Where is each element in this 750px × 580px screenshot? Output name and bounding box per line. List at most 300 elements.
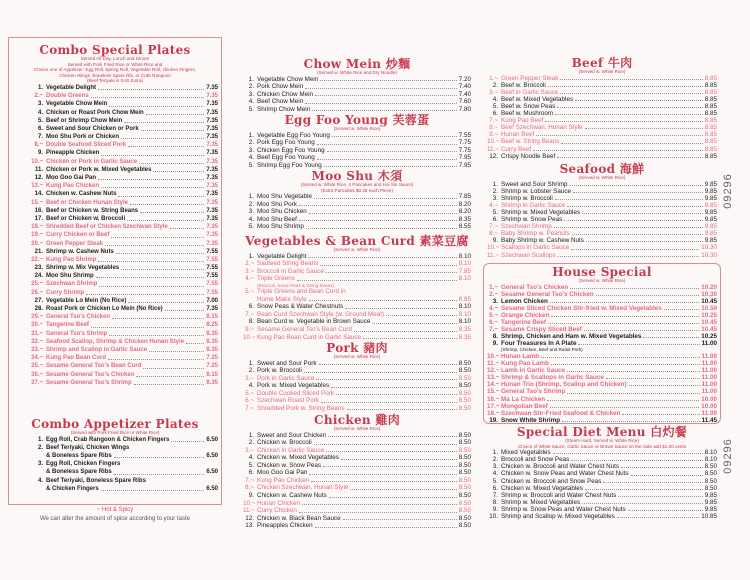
item-price: 7.40 bbox=[458, 90, 471, 98]
dot-leader bbox=[105, 245, 204, 246]
item-price: 10.20 bbox=[701, 283, 717, 291]
dot-leader bbox=[550, 407, 699, 408]
item-name: Chicken Szechwan, Hunan Style bbox=[257, 484, 349, 492]
dot-leader bbox=[321, 402, 457, 403]
item-price: 7.35 bbox=[206, 142, 218, 149]
item-price: 7.35 bbox=[206, 166, 218, 173]
dot-leader bbox=[308, 257, 456, 258]
menu-item bbox=[12, 182, 218, 190]
menu-item bbox=[12, 280, 218, 288]
menu-item bbox=[487, 367, 717, 374]
item-price: 7.85 bbox=[458, 267, 471, 275]
item-name: Bean Curd w. Vegetable in Brown Sauce bbox=[257, 318, 371, 326]
item-number: 4. bbox=[37, 477, 43, 484]
item-price: 9.85 bbox=[704, 216, 717, 224]
item-number: 9. bbox=[492, 340, 498, 348]
side-code-top: 09296 bbox=[722, 173, 735, 209]
item-name: Sesame General Tso's Shrimp bbox=[46, 379, 132, 386]
dot-leader bbox=[130, 204, 204, 205]
item-number: 6. bbox=[492, 484, 498, 492]
item-name: Moo Shu Chicken bbox=[257, 208, 307, 216]
item-name: Beef Szechwan, Hunan Style bbox=[501, 124, 583, 132]
dot-leader bbox=[324, 166, 457, 167]
item-number: 10.~ bbox=[31, 158, 43, 165]
menu-item bbox=[487, 89, 717, 96]
menu-item bbox=[487, 298, 717, 305]
dot-leader bbox=[98, 179, 204, 180]
item-number: 11.~ bbox=[487, 251, 499, 259]
item-number: 1. bbox=[248, 359, 254, 367]
menu-item bbox=[487, 485, 717, 492]
item-name: Green Pepper Steak bbox=[46, 240, 104, 247]
item-name: Szechwan Scallops bbox=[501, 251, 556, 259]
item-number: 18.~ bbox=[487, 409, 500, 417]
item-name: Orange Chicken bbox=[501, 311, 550, 319]
dot-leader bbox=[314, 198, 457, 199]
item-number: 13. bbox=[245, 522, 254, 530]
item-price: 8.85 bbox=[704, 110, 717, 118]
item-number: 5. bbox=[248, 223, 254, 231]
dot-leader bbox=[96, 277, 205, 278]
menu-item bbox=[243, 223, 471, 231]
item-price: 7.55 bbox=[206, 248, 218, 255]
item-price: 8.50 bbox=[458, 374, 471, 382]
menu-item bbox=[12, 297, 218, 305]
item-name: Chicken or Roast Pork Chow Mein bbox=[46, 109, 144, 116]
dot-leader bbox=[305, 88, 457, 89]
dot-leader bbox=[622, 414, 699, 415]
item-price: 7.85 bbox=[458, 193, 471, 201]
dot-leader bbox=[567, 371, 700, 372]
section-subtitle: Served with Pork Fried Rice or White Rice and bbox=[67, 61, 163, 67]
menu-item bbox=[12, 321, 218, 329]
item-name: Vegetable Egg Foo Young bbox=[257, 131, 330, 139]
item-price: 7.35 bbox=[206, 158, 218, 165]
item-number: 4. bbox=[248, 98, 254, 106]
item-name: Shrimp Egg Foo Young bbox=[257, 161, 322, 169]
item-number: 8. bbox=[248, 318, 254, 326]
item-price: 10.50 bbox=[701, 304, 717, 312]
item-number: 16.~ bbox=[487, 395, 500, 403]
dot-leader bbox=[347, 409, 457, 410]
menu-item bbox=[487, 110, 717, 117]
dot-leader bbox=[116, 253, 205, 254]
item-number: 6. bbox=[248, 469, 254, 477]
item-number: 1. bbox=[492, 449, 498, 457]
dot-leader bbox=[112, 318, 204, 319]
dot-leader bbox=[136, 376, 204, 377]
special-diet-section bbox=[487, 426, 717, 520]
moo-shu-section bbox=[243, 170, 471, 231]
item-price: 8.50 bbox=[704, 470, 717, 478]
item-name: Beef w. Mushroom bbox=[501, 110, 554, 118]
dot-leader bbox=[562, 421, 699, 422]
menu-item bbox=[243, 76, 471, 84]
item-number: 9.~ bbox=[489, 131, 498, 139]
item-name: Beef or Chicken w. Broccoli bbox=[46, 215, 126, 222]
item-number: 8. bbox=[492, 333, 498, 341]
menu-item bbox=[487, 340, 717, 347]
dot-leader bbox=[555, 199, 703, 200]
menu-item bbox=[487, 478, 717, 485]
dot-leader bbox=[101, 490, 205, 491]
section-title: Special Diet Menu 白灼餐 bbox=[516, 425, 688, 439]
menu-item bbox=[487, 396, 717, 403]
item-number: 12. bbox=[34, 175, 43, 182]
section-subtitle: (Served w. White Rice) bbox=[333, 426, 381, 431]
item-name: Shrimp w. Lobster Sauce bbox=[501, 187, 572, 195]
item-name: General Tso's Chicken bbox=[501, 283, 569, 291]
item-name: Chicken w. Mixed Vegetables bbox=[501, 484, 583, 492]
item-price: 6.50 bbox=[206, 452, 218, 459]
item-name: Beef Egg Foo Young bbox=[257, 154, 315, 162]
dot-leader bbox=[567, 393, 699, 394]
egg-foo-young-section bbox=[243, 114, 471, 169]
item-name: Tangerine Beef bbox=[501, 319, 547, 327]
menu-item bbox=[487, 75, 717, 82]
item-name: Egg Roll, Chicken Fingers bbox=[46, 461, 121, 468]
section-subtitle: (Served with Pork Fried Rice or White Rice) bbox=[70, 430, 160, 435]
item-price: 8.50 bbox=[458, 491, 471, 499]
menu-item bbox=[12, 133, 218, 141]
menu-item bbox=[243, 447, 471, 455]
menu-item bbox=[12, 346, 218, 354]
item-price: 7.35 bbox=[206, 109, 218, 116]
item-name: Vegetable Lo Mein (No Rice) bbox=[46, 297, 127, 304]
dot-leader bbox=[586, 241, 703, 242]
item-price: 7.55 bbox=[206, 273, 218, 280]
item-price: 8.35 bbox=[206, 346, 218, 353]
item-price: 8.50 bbox=[458, 522, 471, 530]
item-price: 9.85 bbox=[704, 230, 717, 238]
dot-leader bbox=[606, 378, 700, 379]
section-title: Combo Appetizer Plates bbox=[31, 417, 199, 431]
item-price: 8.85 bbox=[704, 124, 717, 132]
item-name: Double Cooked Sliced Pork bbox=[257, 389, 335, 397]
combo-section bbox=[12, 44, 218, 387]
item-name: Pineapple Chicken bbox=[46, 150, 100, 157]
item-number: 14. bbox=[34, 191, 43, 198]
dot-leader bbox=[146, 114, 205, 115]
menu-item bbox=[487, 353, 717, 360]
dot-leader bbox=[299, 512, 457, 513]
item-number: 9. bbox=[492, 237, 498, 245]
menu-item bbox=[243, 311, 471, 319]
item-price: 7.35 bbox=[206, 224, 218, 231]
menu-item bbox=[487, 202, 717, 209]
item-price: 11.00 bbox=[701, 374, 717, 382]
menu-item bbox=[487, 499, 717, 506]
menu-item bbox=[12, 223, 218, 231]
dot-leader bbox=[555, 114, 703, 115]
item-price: 8.85 bbox=[704, 74, 717, 82]
item-name: Sauteed String Beans bbox=[257, 260, 319, 268]
item-name: Vegetable Chow Mein bbox=[46, 101, 108, 108]
menu-item bbox=[243, 91, 471, 99]
item-name: Chicken Chow Mein bbox=[257, 90, 313, 98]
item-name: Hunan Trio (Shrimp, Scallop and Chicken) bbox=[501, 381, 627, 389]
dot-leader bbox=[111, 237, 204, 238]
dot-leader bbox=[617, 517, 699, 518]
item-number: 4.~ bbox=[489, 304, 498, 312]
item-number: 4. bbox=[248, 215, 254, 223]
item-price: 6.50 bbox=[206, 469, 218, 476]
dot-leader bbox=[101, 187, 204, 188]
dot-leader bbox=[109, 335, 204, 336]
section-subtitle: (Served w. White Rice) bbox=[578, 175, 626, 180]
item-number: 2. bbox=[492, 456, 498, 464]
menu-item bbox=[243, 208, 471, 216]
item-name: Green Pepper Steak bbox=[501, 74, 559, 82]
item-number: 7.~ bbox=[245, 310, 254, 318]
side-code-bottom: 09296 bbox=[722, 438, 735, 474]
item-price: 7.35 bbox=[206, 84, 218, 91]
menu-item bbox=[12, 166, 218, 174]
item-price: 8.85 bbox=[704, 131, 717, 139]
item-name: Triple Greens and Bean Curd in bbox=[257, 288, 346, 296]
menu-item bbox=[12, 109, 218, 117]
item-price: 11.00 bbox=[701, 360, 717, 368]
item-number: 4. bbox=[248, 382, 254, 390]
item-number: 3.~ bbox=[245, 374, 254, 382]
item-name: Shrimp w. Mix Vegetables bbox=[46, 265, 120, 272]
item-number: 6. bbox=[248, 303, 254, 311]
menu-item bbox=[243, 439, 471, 447]
item-price: 9.85 bbox=[704, 237, 717, 245]
item-number: 5. bbox=[248, 105, 254, 113]
item-price: 11.00 bbox=[701, 367, 717, 375]
item-number: 4. bbox=[492, 470, 498, 478]
item-price: 10.00 bbox=[701, 395, 717, 403]
menu-item bbox=[12, 231, 218, 239]
item-name: & Chicken Fingers bbox=[46, 485, 99, 492]
item-name: General Tso's Shrimp bbox=[46, 330, 108, 337]
dot-leader bbox=[596, 295, 700, 296]
item-name: Moo Shu Shrimp bbox=[257, 223, 304, 231]
dot-leader bbox=[372, 323, 456, 324]
item-number: 7.~ bbox=[245, 404, 254, 412]
menu-item bbox=[12, 460, 218, 468]
menu-item bbox=[243, 201, 471, 209]
item-number: 5.~ bbox=[245, 288, 254, 296]
dot-leader bbox=[551, 364, 700, 365]
item-name: Broccoli and Snow Peas bbox=[501, 456, 570, 464]
dot-leader bbox=[299, 220, 457, 221]
item-number: 35.~ bbox=[31, 363, 43, 370]
menu-item bbox=[12, 125, 218, 133]
item-price: 6.50 bbox=[206, 436, 218, 443]
item-price: 11.00 bbox=[701, 340, 717, 348]
item-name: Crispy Noodle Beef bbox=[501, 152, 556, 160]
section-subtitle: (Served w. White Rice) bbox=[333, 126, 381, 131]
menu-item bbox=[487, 456, 717, 463]
dot-leader bbox=[582, 503, 703, 504]
item-name: Beef or Chicken Hunan Style bbox=[46, 199, 129, 206]
dot-leader bbox=[331, 387, 457, 388]
item-number: 2. bbox=[492, 187, 498, 195]
dot-leader bbox=[108, 359, 204, 360]
item-number: 7.~ bbox=[489, 223, 498, 231]
pork-section bbox=[243, 342, 471, 412]
item-number: 3. bbox=[248, 146, 254, 154]
menu-item bbox=[12, 92, 218, 100]
item-number: 2. bbox=[37, 444, 43, 451]
item-price: 8.55 bbox=[458, 223, 471, 231]
item-price: 7.00 bbox=[206, 297, 218, 304]
dot-leader bbox=[541, 357, 699, 358]
item-number: 8.~ bbox=[489, 230, 498, 238]
item-price: 11.00 bbox=[701, 388, 717, 396]
dot-leader bbox=[299, 205, 457, 206]
item-name: Tangerine Beef bbox=[46, 322, 89, 329]
item-name: Curry Shrimp bbox=[46, 289, 85, 296]
dot-leader bbox=[101, 155, 204, 156]
appetizer-section bbox=[12, 418, 218, 493]
item-number: 19. bbox=[489, 416, 498, 424]
dot-leader bbox=[127, 220, 204, 221]
dot-leader bbox=[143, 368, 204, 369]
item-number: 18.~ bbox=[31, 224, 43, 231]
menu-item bbox=[487, 326, 717, 333]
item-number: 23. bbox=[34, 265, 43, 272]
item-name: Shrimp and Scallop in Garlic Sauce bbox=[46, 346, 148, 353]
item-number: 15.~ bbox=[31, 199, 43, 206]
dot-leader bbox=[557, 157, 702, 158]
menu-item bbox=[12, 248, 218, 256]
menu-item bbox=[487, 252, 717, 259]
dot-leader bbox=[551, 316, 699, 317]
section-subtitle: (Served w. White Rice and Dry Noodle) bbox=[317, 70, 397, 75]
item-price: 11.00 bbox=[701, 352, 717, 360]
item-name: Chicken w. Broccoli bbox=[257, 439, 312, 447]
item-price: 10.30 bbox=[701, 290, 717, 298]
item-name: Sweet and Sour Chicken bbox=[257, 431, 327, 439]
dot-leader bbox=[309, 213, 457, 214]
item-name: Home Make Style bbox=[257, 295, 307, 303]
item-number: 3.~ bbox=[245, 267, 254, 275]
section-title: House Special bbox=[552, 265, 652, 279]
item-number: 13.~ bbox=[487, 374, 500, 382]
dot-leader bbox=[547, 400, 699, 401]
item-name: Shrimp w. Broccoli bbox=[501, 194, 553, 202]
item-name: Beef w. Snow Peas bbox=[501, 102, 556, 110]
dot-leader bbox=[350, 489, 456, 490]
dot-leader bbox=[315, 95, 457, 96]
dot-leader bbox=[664, 309, 699, 310]
dot-leader bbox=[149, 351, 204, 352]
dot-leader bbox=[603, 482, 702, 483]
dot-leader bbox=[332, 136, 457, 137]
dot-leader bbox=[153, 171, 204, 172]
item-price: 7.35 bbox=[206, 101, 218, 108]
item-number: 11.~ bbox=[487, 145, 499, 153]
dot-leader bbox=[170, 228, 205, 229]
item-price: 7.25 bbox=[206, 355, 218, 362]
item-name: Kung Pao Bean Curd in Garlic Sauce bbox=[257, 333, 361, 341]
dot-leader bbox=[128, 146, 204, 147]
menu-item bbox=[243, 139, 471, 147]
menu-item bbox=[243, 432, 471, 440]
item-number: 16. bbox=[34, 207, 43, 214]
menu-item bbox=[487, 417, 717, 424]
menu-item bbox=[12, 84, 218, 92]
item-number: 10.~ bbox=[487, 352, 500, 360]
item-price: 7.55 bbox=[206, 256, 218, 263]
menu-item bbox=[12, 190, 218, 198]
item-name: Pork Egg Foo Young bbox=[257, 139, 315, 147]
item-name: Shrimp w. Cashew Nuts bbox=[46, 248, 114, 255]
dot-leader bbox=[558, 256, 700, 257]
item-price: 8.85 bbox=[704, 152, 717, 160]
menu-item bbox=[12, 477, 218, 485]
section-subtitle: Chicken Wings, Boneless Spare Rib, or Crab Rangoon bbox=[59, 72, 171, 78]
item-name: Chicken w. Snow Peas and Water Chest Nuts bbox=[501, 470, 629, 478]
item-price: 10.45 bbox=[701, 319, 717, 327]
section-title: Pork 豬肉 bbox=[326, 341, 388, 355]
item-price: 10.25 bbox=[701, 333, 717, 341]
item-number: 10.~ bbox=[487, 244, 500, 252]
menu-item bbox=[487, 117, 717, 124]
dot-leader bbox=[327, 151, 457, 152]
item-name: Sweet and Sour Pork bbox=[257, 359, 317, 367]
item-price: 7.35 bbox=[206, 117, 218, 124]
item-name: Beef Teriyaki, Chicken Wings bbox=[46, 444, 130, 451]
item-name: Vegetable Delight bbox=[257, 252, 307, 260]
hot-spicy-legend: ~ Hot & Spicy bbox=[96, 507, 134, 513]
item-name: Curry Chicken or Beef bbox=[46, 232, 110, 239]
menu-item bbox=[243, 375, 471, 383]
item-price: 8.50 bbox=[458, 454, 471, 462]
item-name: Shredded Pork w. String Beans bbox=[257, 404, 345, 412]
item-price: 8.10 bbox=[458, 310, 471, 318]
item-number: 29.~ bbox=[31, 314, 43, 321]
menu-item bbox=[12, 174, 218, 182]
item-price: 8.35 bbox=[458, 333, 471, 341]
item-number: 4.~ bbox=[489, 201, 498, 209]
item-number: 8.~ bbox=[489, 124, 498, 132]
menu-item bbox=[243, 147, 471, 155]
dot-leader bbox=[86, 294, 204, 295]
item-number: 1. bbox=[37, 436, 43, 443]
item-price: 8.50 bbox=[458, 476, 471, 484]
item-name: Snow Peas & Water Chestnuts bbox=[257, 303, 344, 311]
item-price: 8.20 bbox=[458, 200, 471, 208]
item-name: Pork w. Mixed Vegetables bbox=[257, 382, 330, 390]
section-subtitle: Choice one of Appetizer: Egg Roll, Spring Roll, Vegetable Roll, chicken Fingers, bbox=[34, 67, 196, 73]
item-number: 3. bbox=[492, 194, 498, 202]
item-number: 3. bbox=[37, 461, 43, 468]
menu-item bbox=[12, 313, 218, 321]
item-number: 12. bbox=[245, 514, 254, 522]
item-price: 7.35 bbox=[206, 240, 218, 247]
menu-item bbox=[243, 492, 471, 500]
item-price: 10.85 bbox=[701, 513, 717, 521]
item-name: Kung Pao Bean Curd bbox=[46, 355, 107, 362]
item-number: 11.~ bbox=[243, 507, 255, 515]
dot-leader bbox=[386, 315, 457, 316]
menu-item bbox=[12, 272, 218, 280]
dot-leader bbox=[631, 475, 703, 476]
menu-item bbox=[243, 360, 471, 368]
item-number: 12. bbox=[489, 152, 498, 160]
item-name: Hunan Beef bbox=[501, 131, 535, 139]
dot-leader bbox=[121, 138, 204, 139]
item-number: 12.~ bbox=[487, 367, 500, 375]
item-price: 6.50 bbox=[206, 485, 218, 492]
item-name: Beef w. String Beans bbox=[501, 138, 560, 146]
item-number: 17.~ bbox=[487, 402, 500, 410]
item-name: Mixed Vegetables bbox=[501, 449, 551, 457]
